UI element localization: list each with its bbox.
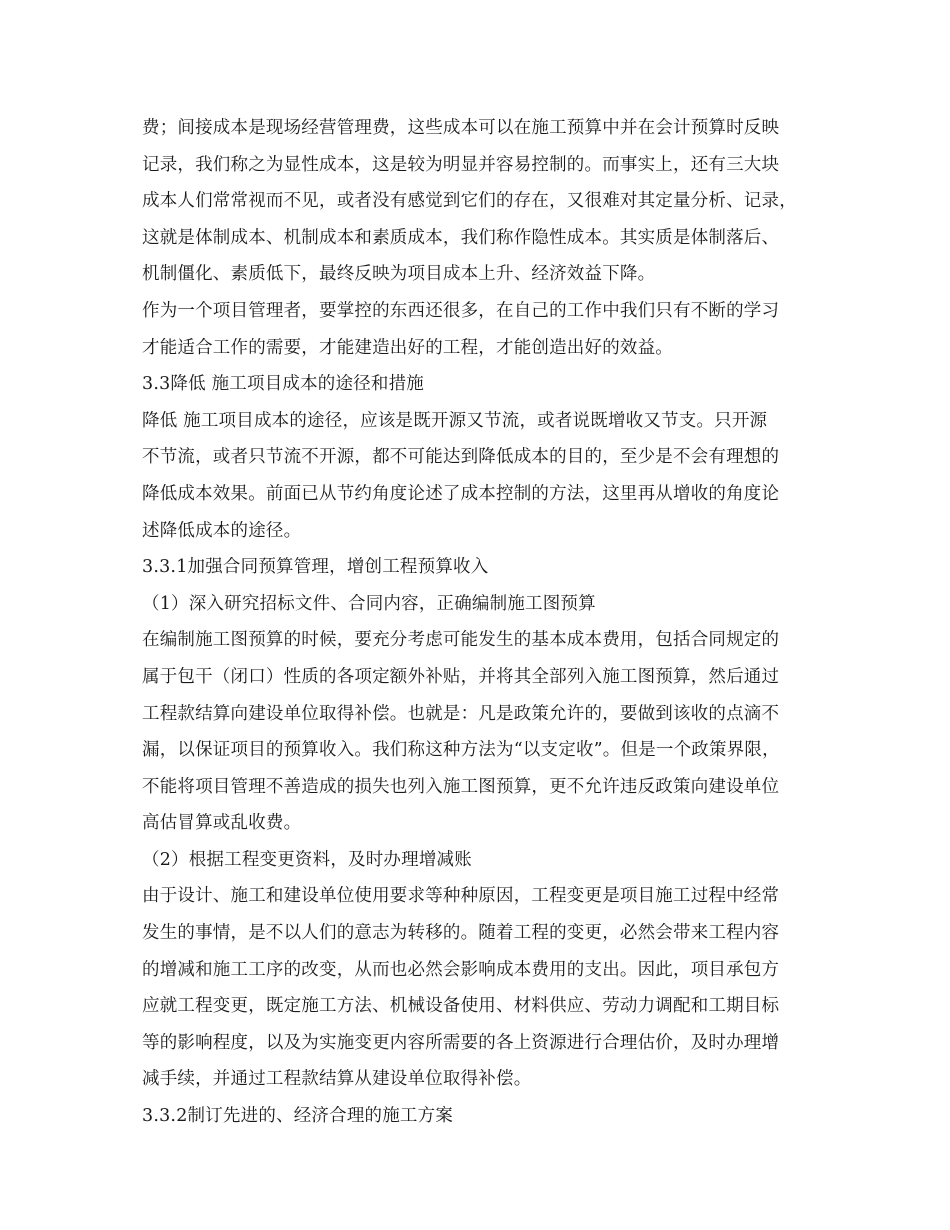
- body-line: 这就是体制成本、机制成本和素质成本，我们称作隐性成本。其实质是体制落后、: [142, 227, 780, 248]
- body-line: 的增减和施工工序的改变，从而也必然会影响成本费用的支出。因此，项目承包方: [142, 959, 780, 980]
- body-line: 发生的事情，是不以人们的意志为转移的。随着工程的变更，必然会带来工程内容: [142, 923, 780, 944]
- body-line: 高估冒算或乱收费。: [142, 813, 302, 834]
- body-line: 属于包干（闭口）性质的各项定额外补贴，并将其全部列入施工图预算，然后通过: [142, 666, 780, 687]
- body-line: 机制僵化、素质低下，最终反映为项目成本上升、经济效益下降。: [142, 264, 656, 285]
- body-line: 漏，以保证项目的预算收入。我们称这种方法为“以支定收”。但是一个政策界限，: [142, 740, 780, 761]
- section-heading-3-3: 3.3降低 施工项目成本的途径和措施: [142, 374, 424, 395]
- body-line: 作为一个项目管理者，要掌控的东西还很多，在自己的工作中我们只有不断的学习: [142, 300, 780, 321]
- body-line: 才能适合工作的需要，才能建造出好的工程，才能创造出好的效益。: [142, 337, 673, 358]
- body-line: 在编制施工图预算的时候，要充分考虑可能发生的基本成本费用，包括合同规定的: [142, 630, 780, 651]
- body-line: 工程款结算向建设单位取得补偿。也就是：凡是政策允许的，要做到该收的点滴不: [142, 703, 780, 724]
- body-line: 记录，我们称之为显性成本，这是较为明显并容易控制的。而事实上，还有三大块: [142, 154, 780, 175]
- body-line: 减手续，并通过工程款结算从建设单位取得补偿。: [142, 1069, 532, 1090]
- body-line: 费；间接成本是现场经营管理费，这些成本可以在施工预算中并在会计预算时反映: [142, 118, 780, 138]
- body-line: 述降低成本的途径。: [142, 520, 302, 541]
- body-line: 由于设计、施工和建设单位使用要求等种种原因，工程变更是项目施工过程中经常: [142, 886, 780, 907]
- body-line: 成本人们常常视而不见，或者没有感觉到它们的存在，又很难对其定量分析、记录，: [142, 191, 797, 212]
- body-line: 应就工程变更，既定施工方法、机械设备使用、材料供应、劳动力调配和工期目标: [142, 996, 780, 1017]
- section-heading-3-3-2: 3.3.2制订先进的、经济合理的施工方案: [142, 1106, 454, 1127]
- document-body: [142, 110, 832, 1135]
- body-line: 等的影响程度，以及为实施变更内容所需要的各上资源进行合理估价，及时办理增: [142, 1032, 780, 1053]
- body-line: 不能将项目管理不善造成的损失也列入施工图预算，更不允许违反政策向建设单位: [142, 776, 780, 797]
- body-line: 不节流，或者只节流不开源，都不可能达到降低成本的目的，至少是不会有理想的: [142, 447, 780, 468]
- section-heading-3-3-1: 3.3.1加强合同预算管理，增创工程预算收入: [142, 557, 489, 578]
- body-line: 降低成本效果。前面已从节约角度论述了成本控制的方法，这里再从增收的角度论: [142, 483, 780, 504]
- body-line: 降低 施工项目成本的途径，应该是既开源又节流，或者说既增收又节支。只开源: [142, 410, 768, 431]
- subsection-heading-2: （2）根据工程变更资料，及时办理增减账: [142, 849, 472, 870]
- subsection-heading-1: （1）深入研究招标文件、合同内容，正确编制施工图预算: [142, 593, 596, 614]
